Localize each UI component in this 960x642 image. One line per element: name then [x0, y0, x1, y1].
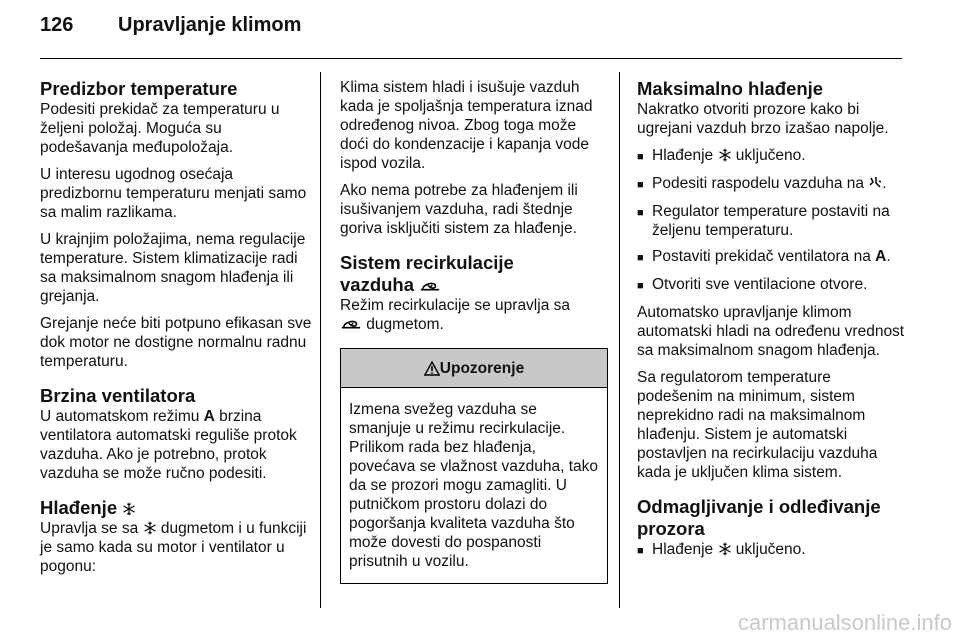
- text-run: Režim recirkulacije se upravlja sa: [340, 297, 570, 314]
- text-run: .: [886, 248, 891, 265]
- snowflake-icon: [718, 148, 732, 162]
- paragraph: Nakratko otvoriti prozore kako bi ugrejani vazduh brzo izašao napolje.: [637, 101, 889, 137]
- section-fan-speed: [40, 385, 312, 483]
- snowflake-icon: [122, 502, 136, 516]
- paragraph: [340, 296, 608, 334]
- watermark: carmanualsonline.info: [737, 610, 952, 635]
- auto-mode-symbol: A: [875, 248, 887, 265]
- section-title: [40, 497, 312, 519]
- column-1: [40, 78, 312, 590]
- paragraph: Klima sistem hladi i isušuje vazduh kada je spoljašnja temperatura iznad određenog nivoa. Zbog toga može doći do kondenzacije i kapanja vode ispod vozila.: [340, 79, 593, 172]
- recirculation-icon: [419, 280, 441, 292]
- snowflake-icon: [143, 521, 157, 535]
- bullet-icon: ■: [637, 179, 644, 191]
- recirculation-icon: [340, 318, 362, 330]
- paragraph: Sa regulatorom temperature podešenim na minimum, sistem neprekidno radi na maksimalnom hlađenju. Sistem je automatski postavljen na recirkulaciju vazduha kada je uključen klima sistem.: [637, 369, 878, 481]
- text-run: Postaviti prekidač ventilatora na: [652, 248, 876, 265]
- snowflake-icon: [718, 542, 732, 556]
- section-title: Maksimalno hlađenje: [637, 78, 824, 99]
- list-item: [637, 202, 907, 240]
- paragraph: [40, 519, 312, 576]
- text-run: Hlađenje: [652, 147, 718, 164]
- header-rule: [40, 58, 902, 59]
- column-2: [340, 78, 608, 584]
- bullet-icon: ■: [637, 207, 644, 219]
- text-run: Hlađenje: [652, 541, 718, 558]
- column-divider: [619, 72, 620, 608]
- page-number: 126: [40, 14, 74, 36]
- section-recirculation: [340, 252, 608, 334]
- warning-text: Izmena svežeg vazduha se smanjuje u režimu recirkulacije. Prilikom rada bez hlađenja, povećava se vlažnost vazduha, tako da se prozori mogu zamagliti. U putničkom prostoru dolazi do pogoršanja kvaliteta vazduha što može dovesti do pospanosti prisutnih u vozilu.: [349, 401, 599, 570]
- section-title-line: Sistem recirkulacije: [340, 252, 514, 273]
- page-title: Upravljanje klimom: [118, 14, 302, 36]
- text-run: Podesiti raspodelu vazduha na: [652, 175, 869, 192]
- section-temperature-preselection: [40, 78, 312, 371]
- page-header: [40, 14, 301, 37]
- list-item: [637, 247, 907, 268]
- paragraph: U krajnjim položajima, nema regulacije temperature. Sistem klimatizacije radi sa maksimalnom snagom hlađenja ili grejanja.: [40, 231, 306, 305]
- list-item: [637, 146, 907, 167]
- text-run: Upravlja se sa: [40, 520, 143, 537]
- text-run: dugmetom.: [362, 316, 444, 333]
- column-3: [637, 78, 907, 575]
- section-title-line: vazduha: [340, 274, 415, 295]
- section-title-text: Hlađenje: [40, 497, 118, 518]
- list-item: [637, 540, 907, 561]
- section-title: Brzina ventilatora: [40, 385, 196, 406]
- list-item: [637, 174, 907, 195]
- warning-icon: [424, 361, 440, 376]
- auto-mode-symbol: A: [203, 408, 215, 425]
- section-title: Predizbor temperature: [40, 78, 238, 99]
- section-defogging: [637, 496, 907, 561]
- paragraph: Automatsko upravljanje klimom automatski hladi na određenu vrednost sa maksimalnom snagom hlađenja.: [637, 304, 905, 359]
- section-cooling: [40, 497, 312, 576]
- section-title: [340, 252, 608, 296]
- text-run: uključeno.: [731, 541, 806, 558]
- section-title: Odmagljivanje i odleđivanje prozora: [637, 496, 881, 539]
- list-item-text: Otvoriti sve ventilacione otvore.: [652, 276, 868, 293]
- paragraph: Grejanje neće biti potpuno efikasan sve dok motor ne dostigne normalnu radnu temperaturu.: [40, 315, 312, 370]
- paragraph: [40, 407, 312, 483]
- section-max-cooling: [637, 78, 907, 482]
- warning-header: [341, 349, 607, 388]
- paragraph: Ako nema potrebe za hlađenjem ili isušivanjem vazduha, radi štednje goriva isključiti sistem za hlađenje.: [340, 182, 578, 237]
- air-distribution-footwell-icon: [868, 176, 882, 189]
- bullet-icon: ■: [637, 252, 644, 264]
- list-item: [637, 275, 907, 296]
- warning-title: Upozorenje: [439, 359, 525, 377]
- text-run: U automatskom režimu: [40, 408, 204, 425]
- paragraph: U interesu ugodnog osećaja predizbornu temperaturu menjati samo sa malim razlikama.: [40, 166, 307, 221]
- column-divider: [320, 72, 321, 608]
- bullet-icon: ■: [637, 545, 644, 557]
- warning-box: [340, 348, 608, 584]
- text-run: .: [882, 175, 887, 192]
- text-run: brzina ventilatora automatski reguliše protok vazduha. Ako je potrebno, protok vazduha se može ručno podesiti.: [40, 408, 297, 482]
- text-run: uključeno.: [731, 147, 806, 164]
- text-run: dugmetom i u funkciji je samo kada su motor i ventilator u pogonu:: [40, 520, 307, 575]
- bullet-icon: ■: [637, 151, 644, 163]
- paragraph: Podesiti prekidač za temperaturu u željeni položaj. Moguća su podešavanja međupoložaja.: [40, 101, 280, 156]
- list-item-text: Regulator temperature postaviti na željenu temperaturu.: [652, 203, 890, 239]
- bullet-icon: ■: [637, 280, 644, 292]
